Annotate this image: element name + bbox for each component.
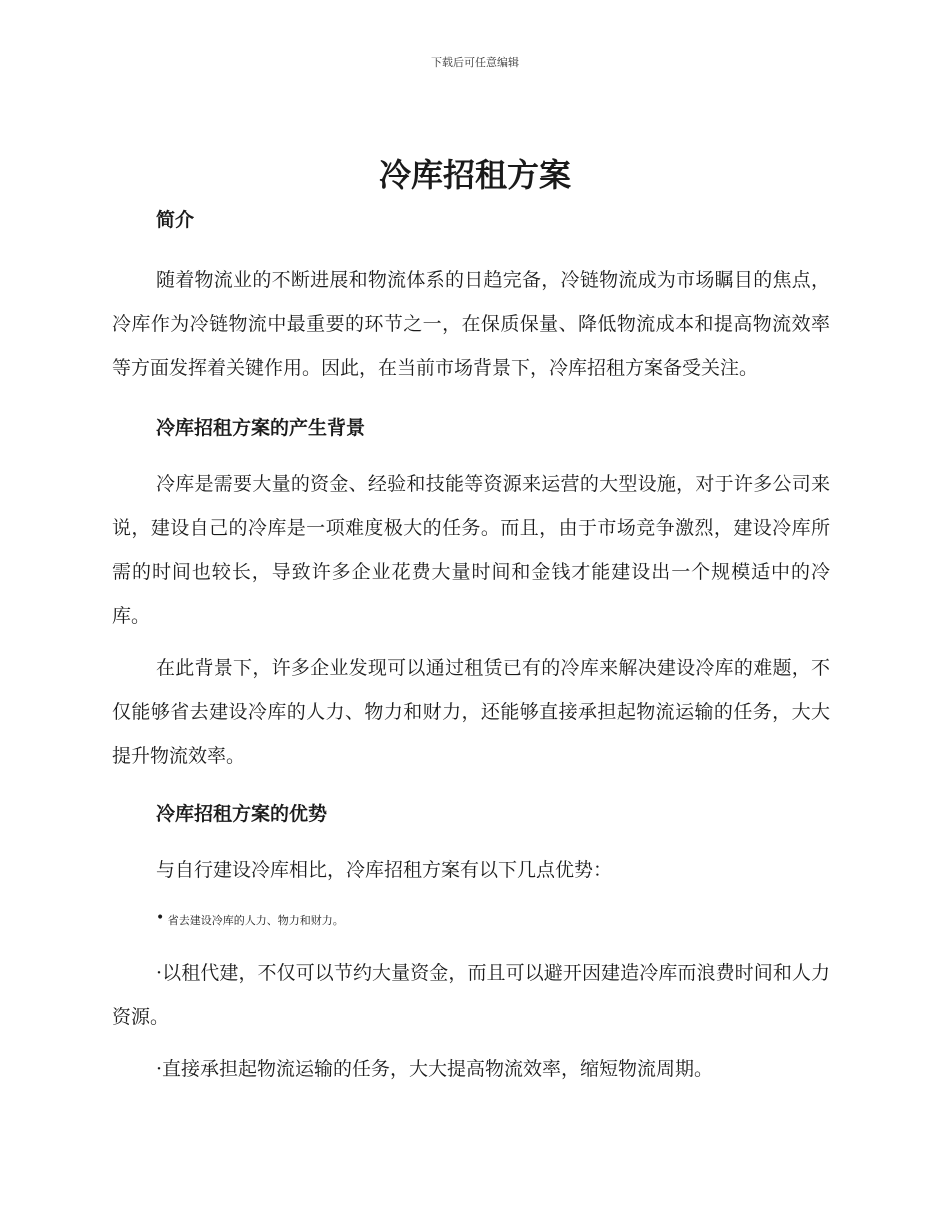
paragraph-background-1: 冷库是需要大量的资金、经验和技能等资源来运营的大型设施，对于许多公司来说，建设自己的冷库是一项难度极大的任务。而且，由于市场竞争激烈，建设冷库所需的时间也较长，导致许多企业花费大量时间和金钱才能建设出一个规模适中的冷库。: [112, 473, 830, 627]
list-item-small-text: 省去建设冷库的人力、物力和财力。: [167, 914, 344, 927]
list-item-text: 以租代建，不仅可以节约大量资金，而且可以避开因建造冷库而浪费时间和人力资源。: [112, 962, 830, 1028]
section-heading-background: 冷库招租方案的产生背景: [156, 417, 366, 439]
list-item: [112, 1047, 830, 1091]
list-item: [112, 951, 830, 1039]
paragraph-background-2: 在此背景下，许多企业发现可以通过租赁已有的冷库来解决建设冷库的难题，不仅能够省去建设冷库的人力、物力和财力，还能够直接承担起物流运输的任务，大大提升物流效率。: [112, 657, 830, 767]
document-title: 冷库招租方案: [378, 156, 571, 194]
bullet-mark: •: [156, 910, 165, 926]
bullet-dot: ·: [156, 1058, 163, 1080]
section-heading-advantages: 冷库招租方案的优势: [156, 803, 328, 825]
paragraph-advantages-lead: 与自行建设冷库相比，冷库招租方案有以下几点优势：: [156, 859, 613, 881]
bullet-dot: ·: [156, 962, 163, 984]
header-note: 下载后可任意编辑: [431, 56, 519, 69]
paragraph-intro: 随着物流业的不断进展和物流体系的日趋完备，冷链物流成为市场瞩目的焦点，冷库作为冷链物流中最重要的环节之一，在保质保量、降低物流成本和提高物流效率等方面发挥着关键作用。因此，在当前市场背景下，冷库招租方案备受关注。: [112, 269, 830, 379]
document-body: [112, 204, 830, 1091]
section-heading-intro: 简介: [156, 209, 195, 231]
list-item-text: 直接承担起物流运输的任务，大大提高物流效率，缩短物流周期。: [162, 1058, 714, 1080]
list-item-small: [156, 908, 830, 931]
